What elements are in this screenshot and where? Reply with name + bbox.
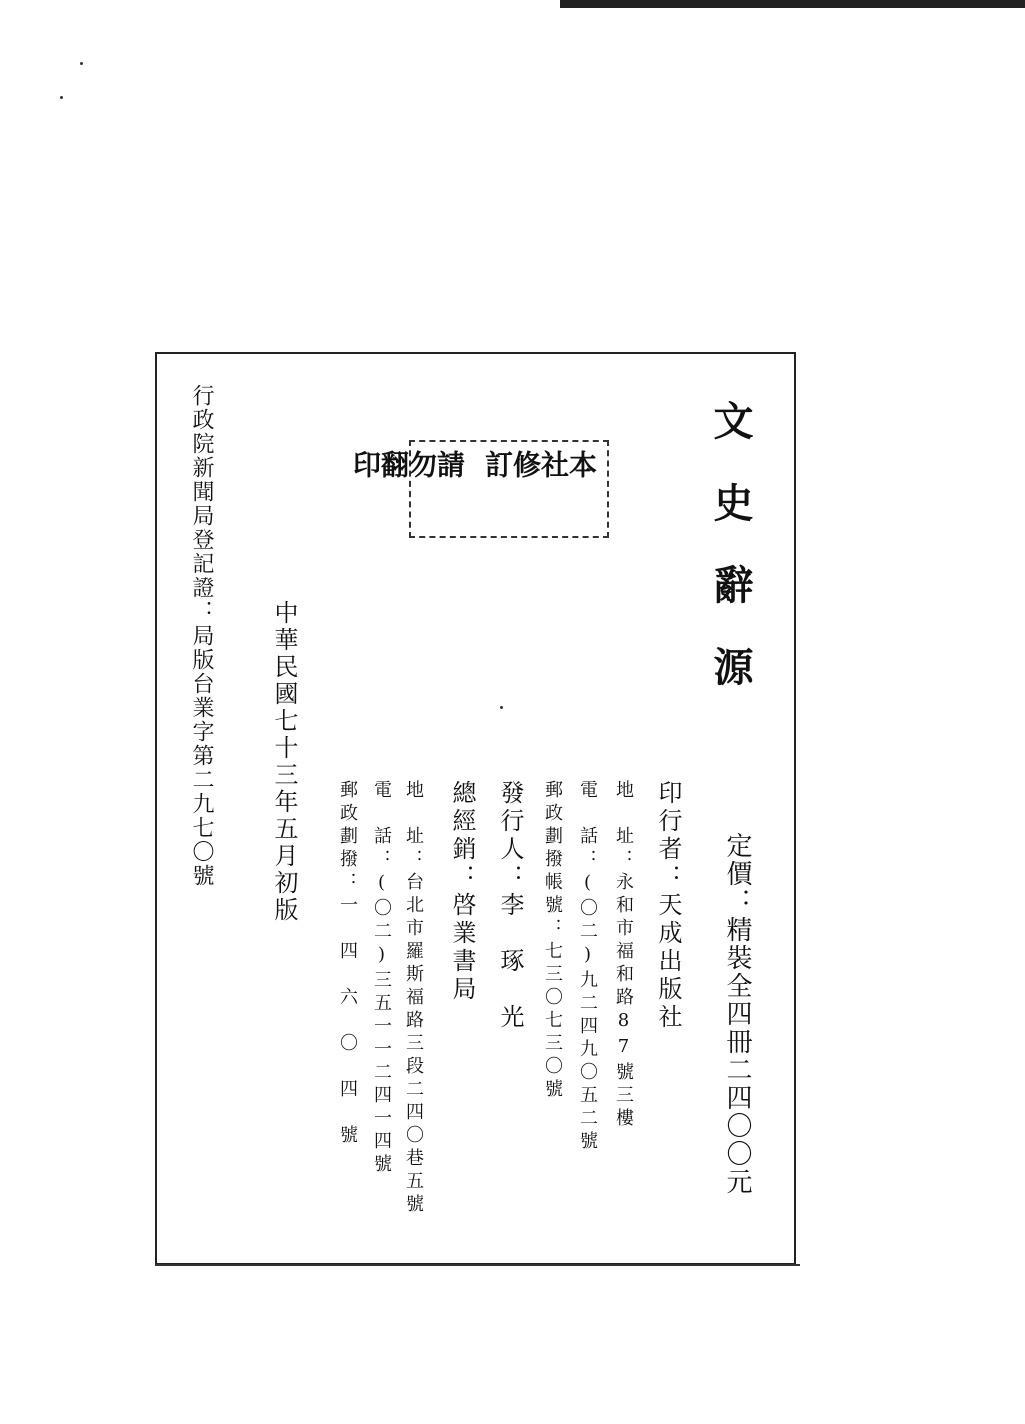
- copyright-notice-box: [349, 440, 609, 538]
- distributor-line: 總經銷：啓業書局: [448, 780, 476, 1004]
- notice-line-revised: 本社修訂: [481, 450, 598, 498]
- publication-date: 中華民國七十三年五月初版: [270, 600, 298, 924]
- scan-speck: [80, 62, 83, 65]
- distributor-postal-account: 郵政劃撥：一 四 六 〇 四 號: [337, 780, 358, 1148]
- top-edge-scan-line: [560, 0, 1025, 8]
- printer-line: 印行者：天成出版社: [654, 780, 682, 1032]
- registration-number: 行政院新聞局登記證：局版台業字第二九七〇號: [189, 384, 214, 888]
- scan-speck: [60, 96, 63, 99]
- price-line: 定價：精裝全四冊二四〇〇元: [722, 832, 752, 1196]
- notice-line-no-reprint: 請勿翻印: [349, 450, 466, 498]
- book-title: 文史辭源: [707, 400, 754, 728]
- issuer-line: 發行人：李 琢 光: [496, 780, 524, 1032]
- printer-postal-account: 郵政劃撥帳號：七三〇七三〇號: [542, 780, 563, 1102]
- printer-address: 地 址：永和市福和路87號三樓: [613, 780, 634, 1131]
- distributor-phone: 電 話：(〇二)三五一一二四一四號: [371, 780, 392, 1177]
- distributor-address: 地 址：台北市羅斯福路三段二四〇巷五號: [403, 780, 424, 1217]
- frame-bottom-rule: [155, 1264, 800, 1266]
- printer-phone: 電 話：(〇二)九二四九〇五二號: [577, 780, 598, 1154]
